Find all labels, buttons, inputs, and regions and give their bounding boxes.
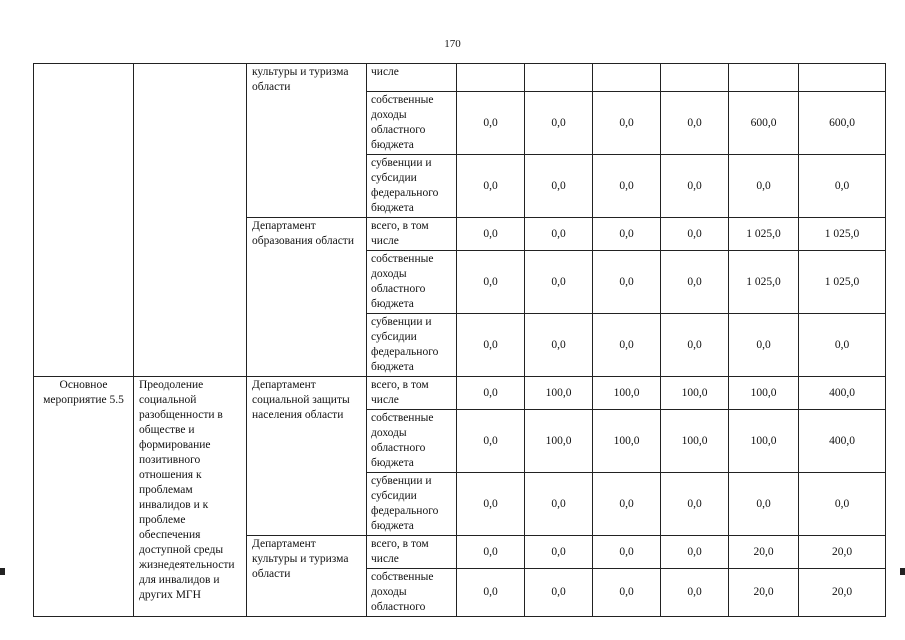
amount-cell: 0,0: [661, 569, 729, 617]
budget-table-body: [34, 64, 886, 617]
amount-cell: [661, 64, 729, 92]
amount-cell: [729, 64, 799, 92]
amount-cell: 0,0: [661, 218, 729, 251]
amount-cell: [457, 64, 525, 92]
amount-cell: 0,0: [457, 473, 525, 536]
funding-source-cell: всего, в том числе: [367, 377, 457, 410]
amount-cell: 0,0: [457, 155, 525, 218]
table-row: [34, 64, 886, 92]
amount-cell: 0,0: [457, 377, 525, 410]
amount-cell: 0,0: [593, 155, 661, 218]
amount-cell: 20,0: [799, 569, 886, 617]
amount-cell: 0,0: [525, 155, 593, 218]
table-row: [34, 377, 886, 410]
department-cell: Департамент образования области: [247, 218, 367, 377]
measure-category-cell: [34, 64, 134, 377]
amount-cell: [593, 64, 661, 92]
amount-cell: 100,0: [661, 377, 729, 410]
amount-cell: 0,0: [525, 251, 593, 314]
amount-cell: 0,0: [661, 536, 729, 569]
amount-cell: 0,0: [457, 410, 525, 473]
funding-source-cell: собственные доходы областного бюджета: [367, 410, 457, 473]
amount-cell: 20,0: [729, 536, 799, 569]
amount-cell: 100,0: [525, 410, 593, 473]
amount-cell: 100,0: [661, 410, 729, 473]
amount-cell: 0,0: [593, 314, 661, 377]
amount-cell: 0,0: [799, 314, 886, 377]
amount-cell: 0,0: [593, 251, 661, 314]
amount-cell: 0,0: [661, 92, 729, 155]
amount-cell: 0,0: [799, 473, 886, 536]
funding-source-cell: собственные доходы областного: [367, 569, 457, 617]
amount-cell: 400,0: [799, 410, 886, 473]
amount-cell: 0,0: [593, 569, 661, 617]
funding-source-cell: всего, в том числе: [367, 536, 457, 569]
amount-cell: 0,0: [729, 314, 799, 377]
funding-source-cell: субвенции и субсидии федерального бюджета: [367, 473, 457, 536]
amount-cell: [525, 64, 593, 92]
binding-mark-right: [900, 568, 905, 575]
amount-cell: 20,0: [799, 536, 886, 569]
department-cell: культуры и туризма области: [247, 64, 367, 218]
measure-description-cell: [134, 64, 247, 377]
page-number: 170: [444, 38, 461, 50]
budget-table: [33, 63, 886, 617]
amount-cell: 0,0: [593, 218, 661, 251]
amount-cell: 0,0: [661, 473, 729, 536]
funding-source-cell: собственные доходы областного бюджета: [367, 92, 457, 155]
amount-cell: 0,0: [525, 473, 593, 536]
funding-source-cell: собственные доходы областного бюджета: [367, 251, 457, 314]
binding-mark-left: [0, 568, 5, 575]
amount-cell: 0,0: [525, 569, 593, 617]
amount-cell: 600,0: [799, 92, 886, 155]
amount-cell: 0,0: [729, 473, 799, 536]
amount-cell: 1 025,0: [729, 251, 799, 314]
department-cell: Департамент социальной защиты населения области: [247, 377, 367, 536]
amount-cell: 100,0: [593, 377, 661, 410]
amount-cell: 1 025,0: [799, 251, 886, 314]
amount-cell: 100,0: [729, 377, 799, 410]
funding-source-cell: субвенции и субсидии федерального бюджета: [367, 155, 457, 218]
amount-cell: 0,0: [525, 314, 593, 377]
amount-cell: 0,0: [661, 155, 729, 218]
amount-cell: 100,0: [525, 377, 593, 410]
amount-cell: 0,0: [799, 155, 886, 218]
funding-source-cell: числе: [367, 64, 457, 92]
amount-cell: 1 025,0: [799, 218, 886, 251]
department-cell: Департамент культуры и туризма области: [247, 536, 367, 617]
amount-cell: 0,0: [661, 251, 729, 314]
amount-cell: 0,0: [457, 536, 525, 569]
amount-cell: 0,0: [525, 218, 593, 251]
amount-cell: 100,0: [593, 410, 661, 473]
funding-source-cell: субвенции и субсидии федерального бюджета: [367, 314, 457, 377]
amount-cell: 0,0: [457, 314, 525, 377]
amount-cell: 20,0: [729, 569, 799, 617]
amount-cell: 0,0: [661, 314, 729, 377]
amount-cell: 400,0: [799, 377, 886, 410]
measure-category-cell: Основное мероприятие 5.5: [34, 377, 134, 617]
amount-cell: 0,0: [593, 536, 661, 569]
amount-cell: 1 025,0: [729, 218, 799, 251]
measure-description-cell: Преодоление социальной разобщенности в обществе и формирование позитивного отношения к проблемам инвалидов и к проблеме обеспечения доступной среды жизнедеятельности для инвалидов и других МГН: [134, 377, 247, 617]
amount-cell: 0,0: [457, 92, 525, 155]
amount-cell: 0,0: [525, 92, 593, 155]
amount-cell: 0,0: [593, 92, 661, 155]
amount-cell: [799, 64, 886, 92]
amount-cell: 0,0: [457, 569, 525, 617]
amount-cell: 0,0: [525, 536, 593, 569]
funding-source-cell: всего, в том числе: [367, 218, 457, 251]
amount-cell: 600,0: [729, 92, 799, 155]
amount-cell: 0,0: [729, 155, 799, 218]
amount-cell: 0,0: [457, 218, 525, 251]
amount-cell: 100,0: [729, 410, 799, 473]
amount-cell: 0,0: [457, 251, 525, 314]
amount-cell: 0,0: [593, 473, 661, 536]
